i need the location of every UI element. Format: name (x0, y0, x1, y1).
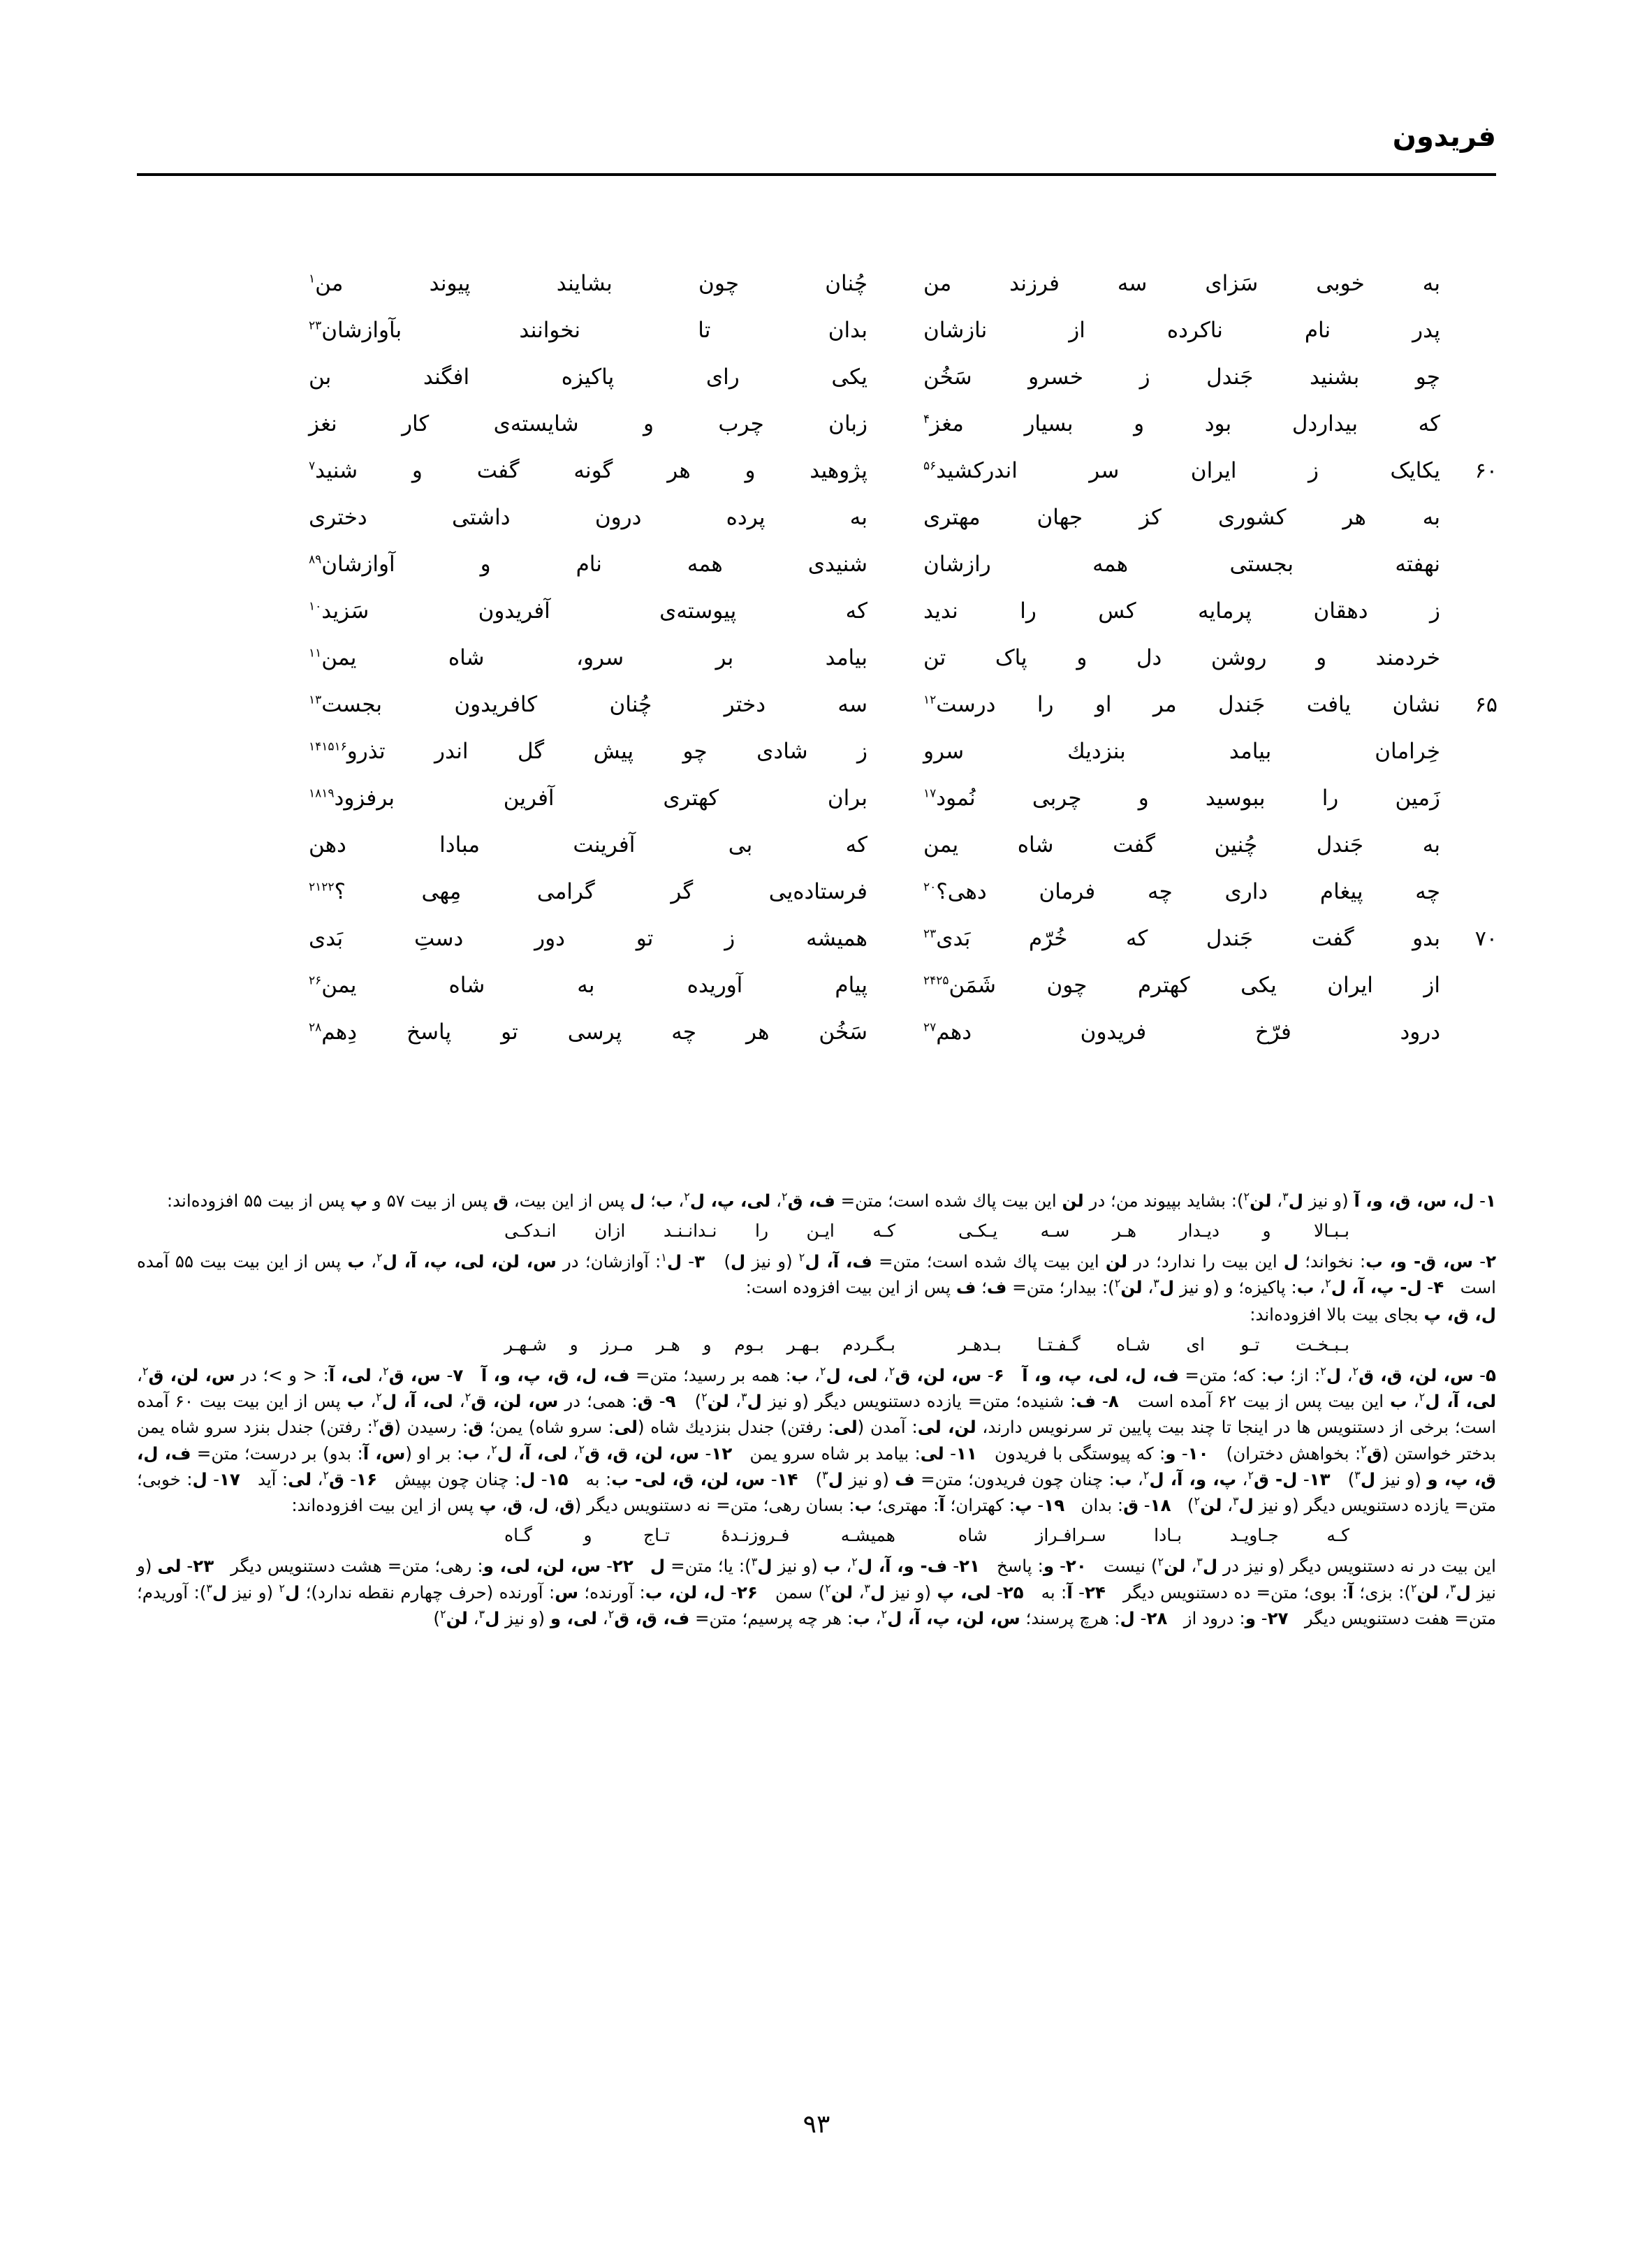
hemistich-right: خِرامان بیامد بنزدیك سرو (923, 739, 1440, 764)
verse-line (137, 784, 1496, 831)
hemistich-right: خردمند و روشن دل و پاک تن (923, 645, 1440, 670)
verse-block (137, 270, 1496, 1128)
footnote-marker: ۱۳ (309, 693, 322, 707)
hemistich-left: یکی رای پاکیزه افگند بن (309, 364, 867, 390)
hemistich-right: نشان یافت جَندل مر او را درست$^{۱۲}$ (923, 692, 1440, 717)
footnote-marker: ۵ (923, 459, 930, 473)
verse-line (137, 925, 1496, 971)
verse-line-number: ۷۰ (1474, 927, 1497, 951)
hemistich-right: به جَندل چُنین گفت شاه یمن (923, 832, 1440, 857)
footnote-marker: ۱۴ (309, 739, 322, 754)
footnote-marker: ۱۸ (309, 786, 322, 801)
apparatus-note: ۵- س، لن، ق، ق$^۲$، ل$^۲$: از؛ ب: که؛ متن= ف، ل، لی، پ، و، آ ۶- س، لن، ق$^۲$، لی، ل$^۲$، ب: همه بر رسید؛ متن= ف، ل، ق، پ، و، آ ۷- س، ق$^۲$، لی، آ: < و >؛ در س، لن، ق$^۲$، لی، آ، ل$^۲$، ب این بیت پس از بیت ۶۲ آمده است ۸- ف: شنیده؛ متن= یازده دستنویس دیگر (و نیز ل$^۳$، لن$^۲$) ۹- ق: همی؛ در س، لن، ق$^۲$، لی، آ، ل$^۲$، ب پس از این بیت بیت ۶۰ آمده است؛ برخی از دستنویس ها در اینجا تا چند بیت پایین تر سرنویس دارند، لن، لی: آمدن (لی: رفتن) جندل بنزدیك شاه (لی: سرو شاه) یمن؛ ق: رسیدن (ق$^۲$: رفتن) جندل بنزد سرو شاه یمن بدختر خواستن (ق$^۲$: بخواهش دختران) ۱۰- و: که پیوستگی با فریدون ۱۱- لی: بیامد بر شاه سرو یمن ۱۲- س، لن، ق، ق$^۲$، لی، آ، ل$^۲$، ب: بر او (س، آ: بدو) بر درست؛ متن= ف، ل، ق، پ، و (و نیز ل$^۳$) ۱۳- ل- ق$^۲$، پ، و، آ، ل$^۲$، ب: چنان چون فریدون؛ متن= ف (و نیز ل$^۳$) ۱۴- س، لن، ق، لی- ب: به ۱۵- ل: چنان چون بپیش ۱۶- ق$^۲$، لی: آید ۱۷- ل: خوبی؛ متن= یازده دستنویس دیگر (و نیز ل$^۳$، لن$^۲$) ۱۸- ق: بدان ۱۹- پ: کهتران؛ آ: مهتری؛ ب: بسان رهی؛ متن= نه دستنویس دیگر (ق، ل، ق، پ پس از این بیت افزوده‌اند: (137, 1364, 1497, 1516)
hemistich-left: بدان تا نخوانند بآوازشان$^{۲۳}$ (309, 318, 867, 343)
hemistich-left: بران کهتری آفرین برفزود$^{۱۸۱۹}$ (309, 786, 867, 811)
hemistich-left: پژوهید و هر گونه گفت و شنید$^۷$ (309, 458, 867, 483)
footnote-marker: ۶ (930, 459, 937, 473)
apparatus-verse-hemistich-right: بـبـالا و دیـدار هـر سـه یـکـی (958, 1221, 1349, 1242)
footnote-marker: ۲۳ (923, 927, 937, 941)
footnote-marker: ۲ (309, 318, 316, 333)
hemistich-right: نهفته بجستی همه رازشان (923, 552, 1440, 577)
apparatus-verse-hemistich-left: کـه ایـن را نـدانـنـد ازان انـدکـی (504, 1221, 895, 1242)
hemistich-left: که پیوسته‌ی آفریدون سَزید$^{۱۰}$ (309, 598, 867, 624)
apparatus-note: ۲- س، ق- و، ب: نخواند؛ ل این بیت را ندارد؛ در لن این بیت پاك شده است؛ متن= ف، آ، ل$^۲$ (و نیز ل) ۳- ل$^۱$: آوازشان؛ در س، لن، لی، پ، آ، ل$^۲$، ب پس از این بیت بیت ۵۵ آمده است ۴- ل- پ، آ، ل$^۲$، ب: پاکیزه؛ و (و نیز ل$^۳$، لن$^۲$): بیدار؛ متن= ف؛ ف پس از این بیت افزوده است: (137, 1251, 1497, 1298)
hemistich-right: به هر کشوری کز جهان مهتری (923, 505, 1440, 530)
footnote-marker: ۲۵ (936, 973, 949, 988)
verse-line-number: ۶۰ (1474, 459, 1497, 483)
footnote-marker: ۷ (309, 459, 316, 473)
verse-line (137, 878, 1496, 925)
page-number: ۹۳ (803, 2110, 830, 2139)
footnote-marker: ۲۸ (309, 1020, 322, 1035)
verse-line (137, 737, 1496, 784)
hemistich-right: به خوبی سَزای سه فرزند من (923, 271, 1440, 296)
footnote-marker: ۱۹ (321, 786, 335, 801)
footnote-marker: ۹ (315, 552, 322, 567)
verse-line (137, 410, 1496, 457)
hemistich-left: سه دختر چُنان کافریدون بجست$^{۱۳}$ (309, 692, 867, 717)
hemistich-right: بدو گفت جَندل که خُرّم بَدی$^{۲۳}$ (923, 926, 1440, 951)
hemistich-left: ز شادی چو پیش گل اندر تذرو$^{۱۴۱۵۱۶}$ (309, 739, 867, 764)
apparatus-verse-hemistich-right: بـبـخـت تـو ای شـاه گـفـتـا بـدهـر (958, 1334, 1349, 1355)
hemistich-right: که بیداردل بود و بسیار مغز$^۴$ (923, 411, 1440, 436)
footnote-marker: ۱۶ (334, 739, 347, 754)
running-head (137, 123, 1496, 183)
hemistich-right: پدر نام ناکرده از نازشان (923, 318, 1440, 343)
apparatus-inset-verse (137, 1332, 1496, 1358)
hemistich-left: بیامد بر سرو، شاه یمن$^{۱۱}$ (309, 645, 867, 670)
hemistich-left: فرستاده‌یی گر گرامی مِهی ؟$^{۲۱۲۲}$ (309, 879, 867, 904)
verse-line (137, 1018, 1496, 1065)
footnote-marker: ۳ (315, 318, 322, 333)
footnote-marker: ۲۶ (309, 973, 322, 988)
hemistich-right: چو بشنید جَندل ز خسرو سَخُن (923, 364, 1440, 390)
critical-apparatus (137, 1184, 1496, 1632)
footnote-marker: ۴ (923, 412, 930, 427)
verse-line (137, 503, 1496, 550)
hemistich-right: درود فرّخ فریدون دهم$^{۲۷}$ (923, 1019, 1440, 1045)
footnote-marker: ۲۴ (923, 973, 937, 988)
hemistich-right: زَمین را ببوسید و چربی نُمود$^{۱۷}$ (923, 786, 1440, 811)
apparatus-verse-hemistich-left: همیشـه فـروزنـدهٔ تـاج و گـاه (504, 1525, 895, 1546)
verse-line (137, 971, 1496, 1018)
hemistich-left: همیشه ز تو دور دستِ بَدی (309, 926, 867, 951)
hemistich-left: زبان چرب و شایسته‌ی کار نغز (309, 411, 867, 436)
apparatus-inset-verse (137, 1218, 1496, 1244)
apparatus-note-intro: ل، ق، پ بجای بیت بالا افزوده‌اند: (1250, 1304, 1496, 1325)
verse-line (137, 550, 1496, 597)
header-rule (137, 173, 1496, 176)
verse-line (137, 691, 1496, 737)
verse-line (137, 363, 1496, 410)
apparatus-note: ۱- ل، س، ق، و، آ (و نیز ل$^۳$، لن$^۲$): بشاید بپیوند من؛ در لن این بیت پاك شده است؛ متن= ف، ق$^۲$، لی، پ، ل$^۲$، ب؛ ل پس از این بیت، ق پس از بیت ۵۷ و پ پس از بیت ۵۵ افزوده‌اند: (166, 1189, 1496, 1211)
apparatus-verse-hemistich-left: بـگـردم بـهـر بـوم و هـر مـرز و شـهـر (504, 1334, 895, 1355)
verse-line (137, 831, 1496, 878)
hemistich-left: سَخُن هر چه پرسی تو پاسخ دِهم$^{۲۸}$ (309, 1019, 867, 1045)
hemistich-right: ز دهقان پرمایه کس را ندید (923, 598, 1440, 624)
chapter-title: فریدون (1392, 121, 1496, 153)
footnote-marker: ۱۷ (923, 786, 937, 801)
footnote-marker: ۲۰ (923, 880, 937, 894)
apparatus-note: این بیت در نه دستنویس دیگر (و نیز در ل$^۳$، لن$^۲$) نیست ۲۰- و: پاسخ ۲۱- ف- و، آ، ل$^۲$، ب (و نیز ل$^۳$): یا؛ متن= ل ۲۲- س، لن، لی، و: رهی؛ متن= هشت دستنویس دیگر ۲۳- لی (و نیز ل$^۳$، لن$^۲$): بزی؛ آ: بوی؛ متن= ده دستنویس دیگر ۲۴- آ: به ۲۵- لی، پ (و نیز ل$^۳$، لن$^۲$) سمن ۲۶- ل، لن، ب: آورنده؛ س: آورنده (حرف چهارم نقطه ندارد)؛ ل$^۲$ (و نیز ل$^۳$): آوریدم؛ متن= هفت دستنویس دیگر ۲۷- و: درود از ۲۸- ل: هرچ پرسند؛ س، لن، پ، آ، ل$^۲$، ب: هر چه پرسیم؛ متن= ف، ق، ق$^۲$، لی، و (و نیز ل$^۳$، لن$^۲$) (137, 1555, 1496, 1628)
footnote-marker: ۲۲ (321, 880, 335, 894)
footnote-marker: ۱۰ (309, 599, 322, 614)
hemistich-right: از ایران یکی کهترم چون شَمَن$^{۲۴۲۵}$ (923, 973, 1440, 998)
verse-line (137, 644, 1496, 691)
verse-line (137, 457, 1496, 503)
footnote-marker: ۸ (309, 552, 316, 567)
verse-line (137, 270, 1496, 316)
hemistich-left: شنیدی همه نام و آوازشان$^{۸۹}$ (309, 552, 867, 577)
footnote-marker: ۲۷ (923, 1020, 937, 1035)
hemistich-left: به پرده درون داشتی دختری (309, 505, 867, 530)
footnote-marker: ۱۱ (309, 646, 322, 661)
footnote-marker: ۱ (309, 272, 316, 286)
hemistich-right: چه پیغام داری چه فرمان دهی؟$^{۲۰}$ (923, 879, 1440, 904)
verse-line (137, 597, 1496, 644)
verse-line-number: ۶۵ (1474, 693, 1497, 717)
hemistich-left: پیام آوریده به شاه یمن$^{۲۶}$ (309, 973, 867, 998)
footnote-marker: ۲۱ (309, 880, 322, 894)
apparatus-verse-hemistich-right: کـه جـاویـد بـادا سـرافـراز شاه (958, 1525, 1349, 1546)
footnote-marker: ۱۵ (321, 739, 335, 754)
hemistich-left: که بی آفرینت مبادا دهن (309, 832, 867, 857)
verse-line (137, 316, 1496, 363)
hemistich-left: چُنان چون بشایند پیوند من$^۱$ (309, 271, 867, 296)
hemistich-right: یکایک ز ایران سر اندرکشید$^{۵۶}$ (923, 458, 1440, 483)
footnote-marker: ۱۲ (923, 693, 937, 707)
apparatus-inset-verse (137, 1522, 1496, 1549)
